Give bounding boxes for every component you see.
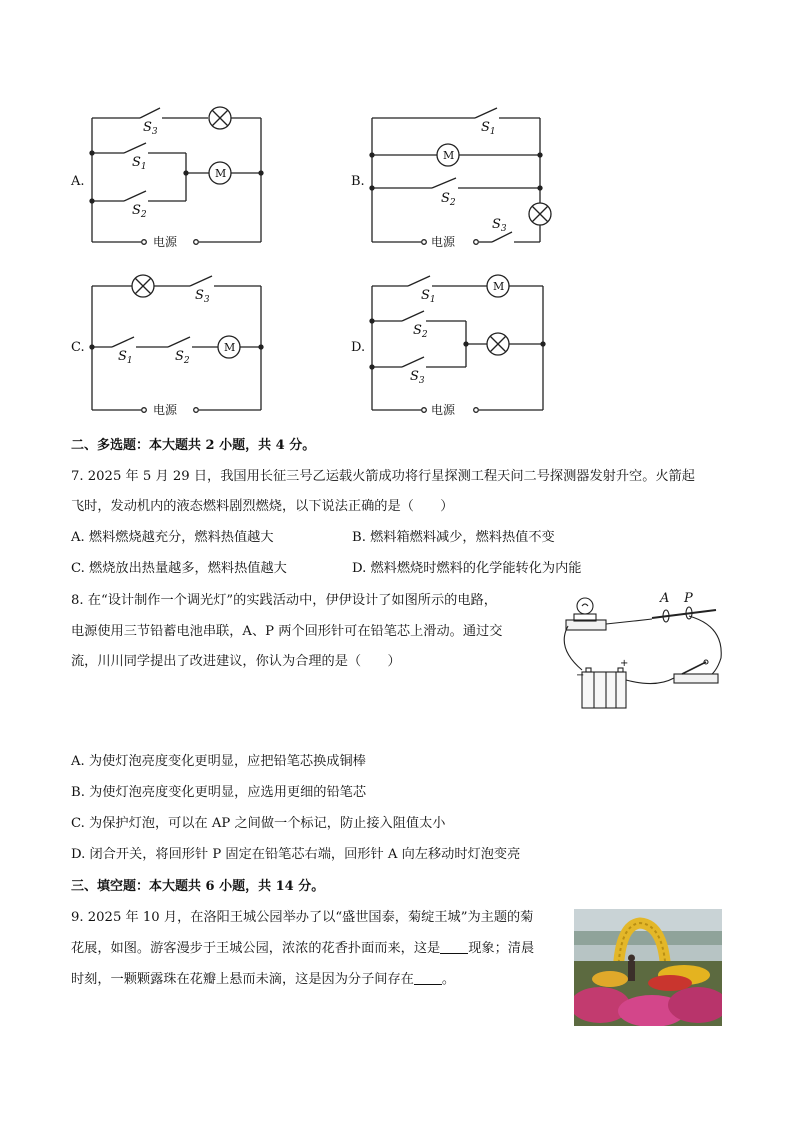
c-power-label: 电源 — [153, 403, 178, 417]
q8-option-c: C. 为保护灯泡，可以在 AP 之间做一个标记，防止接入阻值太小 — [71, 816, 446, 831]
label-a: A — [660, 591, 670, 606]
b-s1-label: $S_1$ — [481, 120, 496, 137]
b-s2-label: $S_2$ — [441, 191, 456, 208]
circuit-b — [370, 108, 551, 244]
option-c-letter: C. — [71, 340, 85, 355]
section2-title: 二、多选题：本大题共 2 小题，共 4 分。 — [71, 438, 316, 453]
option-b-letter: B. — [351, 174, 365, 189]
q8-stem-line3: 流，川川同学提出了改进建议，你认为合理的是（ ） — [71, 654, 401, 669]
c-s2-label: $S_2$ — [175, 349, 190, 366]
circuit-c — [90, 275, 263, 412]
q9-stem-line3: 时刻，一颗颗露珠在花瓣上悬而未滴，这是因为分子间存在 。 — [71, 972, 456, 987]
d-motor-symbol: M — [493, 280, 505, 293]
q7-stem-line1: 7. 2025 年 5 月 29 日，我国用长征三号乙运载火箭成功将行星探测工程天问二号探测器发射升空。火箭起 — [71, 469, 695, 484]
svg-text:−: − — [576, 670, 585, 681]
circuit-a — [90, 107, 263, 244]
b-motor-symbol: M — [443, 149, 455, 162]
switch-icon — [674, 660, 718, 683]
q7-option-c: C. 燃烧放出热量越多，燃料热值越大 — [71, 561, 287, 576]
c-motor-symbol: M — [224, 341, 236, 354]
q7-stem-line2: 飞时，发动机内的液态燃料剧烈燃烧，以下说法正确的是（ ） — [71, 499, 454, 514]
pencil-lead — [652, 610, 716, 618]
option-d-letter: D. — [351, 340, 366, 355]
b-s3-label: $S_3$ — [492, 217, 507, 234]
q8-stem-line2: 电源使用三节铅蓄电池串联，A、P 两个回形针可在铅笔芯上滑动。通过交 — [71, 624, 503, 639]
q9-stem-line2: 花展，如图。游客漫步于王城公园，浓浓的花香扑面而来，这是 现象；清晨 — [71, 941, 535, 956]
a-s1-label: $S_1$ — [132, 155, 147, 172]
a-motor-symbol: M — [215, 167, 227, 180]
bulb-icon — [566, 598, 606, 630]
q8-option-b: B. 为使灯泡亮度变化更明显，应选用更细的铅笔芯 — [71, 785, 367, 800]
q8-stem-line1: 8. 在“设计制作一个调光灯”的实践活动中，伊伊设计了如图所示的电路， — [71, 593, 497, 608]
a-s2-label: $S_2$ — [132, 203, 147, 220]
d-s2-label: $S_2$ — [413, 323, 428, 340]
q9-stem-line1: 9. 2025 年 10 月，在洛阳王城公园举办了以“盛世国泰，菊绽王城”为主题的菊 — [71, 910, 534, 925]
d-s3-label: $S_3$ — [410, 369, 425, 386]
q9-blank-2[interactable] — [414, 970, 442, 985]
q6-circuit-diagrams — [0, 0, 794, 430]
circuit-d — [370, 275, 545, 412]
a-power-label: 电源 — [153, 235, 178, 249]
q7-option-d: D. 燃料燃烧时燃料的化学能转化为内能 — [352, 561, 582, 576]
c-s1-label: $S_1$ — [118, 349, 133, 366]
section3-title: 三、填空题：本大题共 6 小题，共 14 分。 — [71, 879, 325, 894]
d-s1-label: $S_1$ — [421, 288, 436, 305]
q8-dimmer-circuit-figure — [556, 588, 732, 716]
c-s3-label: $S_3$ — [195, 288, 210, 305]
option-a-letter: A. — [71, 174, 85, 189]
chrysanthemum-show-photo — [574, 909, 722, 1026]
q7-option-b: B. 燃料箱燃料减少，燃料热值不变 — [352, 530, 555, 545]
q8-option-a: A. 为使灯泡亮度变化更明显，应把铅笔芯换成铜棒 — [71, 754, 366, 769]
q7-option-a: A. 燃料燃烧越充分，燃料热值越大 — [71, 530, 274, 545]
q8-option-d: D. 闭合开关，将回形针 P 固定在铅笔芯右端，回形针 A 向左移动时灯泡变亮 — [71, 847, 521, 862]
battery-icon — [582, 668, 626, 708]
q9-blank-1[interactable] — [440, 939, 468, 954]
svg-text:+: + — [620, 658, 629, 669]
b-power-label: 电源 — [431, 235, 456, 249]
label-p: P — [684, 591, 693, 606]
a-s3-label: $S_3$ — [143, 120, 158, 137]
d-power-label: 电源 — [431, 403, 456, 417]
